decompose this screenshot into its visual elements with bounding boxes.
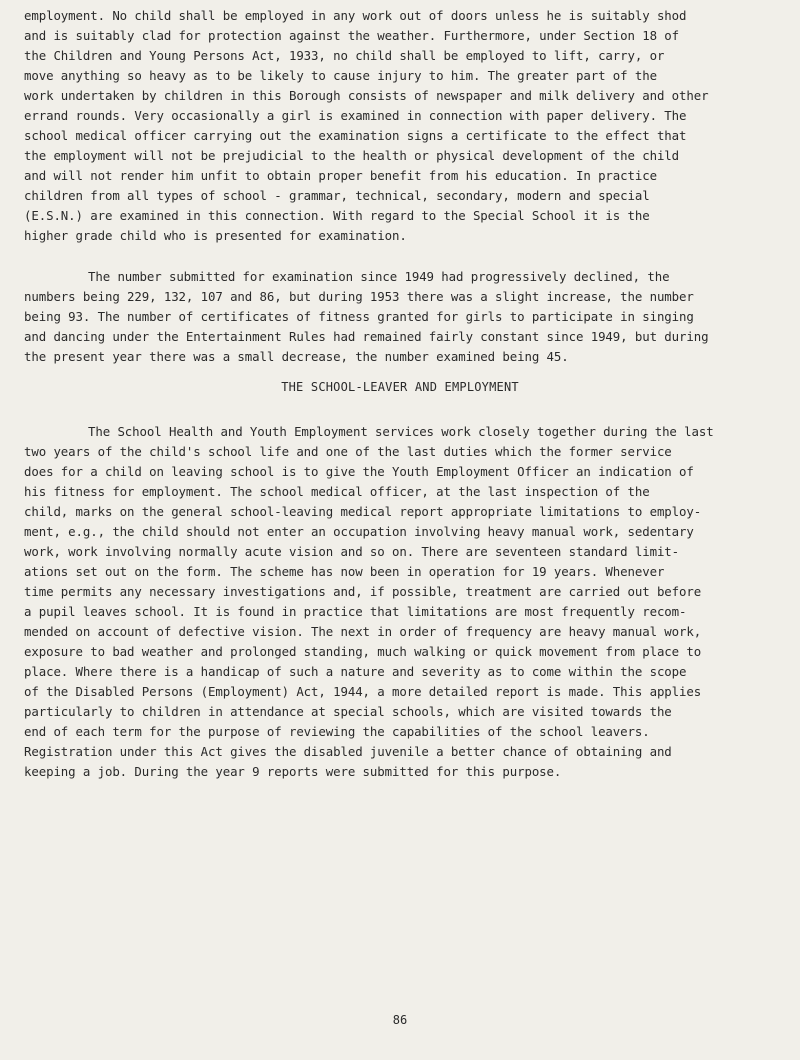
text-line: The School Health and Youth Employment services work closely together during the last [88,424,714,439]
text-line: time permits any necessary investigations and, if possible, treatment are carried out before [24,584,702,599]
text-line: ations set out on the form. The scheme has now been in operation for 19 years. Whenever [24,564,665,579]
section-heading: THE SCHOOL-LEAVER AND EMPLOYMENT [281,380,519,394]
text-line: being 93. The number of certificates of fitness granted for girls to participate in singing [24,309,694,324]
text-line: and dancing under the Entertainment Rules had remained fairly constant since 1949, but during [24,329,709,344]
text-line: place. Where there is a handicap of such a nature and severity as to come within the scope [24,664,687,679]
text-line: children from all types of school - grammar, technical, secondary, modern and special [24,188,650,203]
text-line: two years of the child's school life and one of the last duties which the former service [24,444,672,459]
text-line: (E.S.N.) are examined in this connection. With regard to the Special School it is the [24,208,650,223]
text-line: employment. No child shall be employed in any work out of doors unless he is suitably shod [24,8,687,23]
text-line: particularly to children in attendance at special schools, which are visited towards the [24,704,672,719]
text-line: move anything so heavy as to be likely to cause injury to him. The greater part of the [24,68,657,83]
text-line: errand rounds. Very occasionally a girl is examined in connection with paper delivery. The [24,108,687,123]
text-line: school medical officer carrying out the examination signs a certificate to the effect that [24,128,687,143]
paragraph-school-leaver [24,422,776,782]
text-line: child, marks on the general school-leaving medical report appropriate limitations to employ- [24,504,702,519]
text-line: of the Disabled Persons (Employment) Act, 1944, a more detailed report is made. This applies [24,684,702,699]
text-line: and is suitably clad for protection against the weather. Furthermore, under Section 18 of [24,28,680,43]
text-line: the present year there was a small decrease, the number examined being 45. [24,349,569,364]
text-line: higher grade child who is presented for examination. [24,228,407,243]
text-line: exposure to bad weather and prolonged standing, much walking or quick movement from place to [24,644,702,659]
page-number: 86 [392,1013,408,1027]
text-line: and will not render him unfit to obtain proper benefit from his education. In practice [24,168,657,183]
text-line: work, work involving normally acute vision and so on. There are seventeen standard limit- [24,544,680,559]
text-line: mended on account of defective vision. The next in order of frequency are heavy manual work, [24,624,702,639]
paragraph-employment-conditions [24,6,776,246]
text-line: Registration under this Act gives the disabled juvenile a better chance of obtaining and [24,744,672,759]
text-line: numbers being 229, 132, 107 and 86, but during 1953 there was a slight increase, the number [24,289,694,304]
text-line: his fitness for employment. The school medical officer, at the last inspection of the [24,484,650,499]
text-line: a pupil leaves school. It is found in practice that limitations are most frequently recom- [24,604,687,619]
paragraph-examination-numbers [24,267,776,367]
text-line: keeping a job. During the year 9 reports were submitted for this purpose. [24,764,562,779]
text-line: does for a child on leaving school is to give the Youth Employment Officer an indication of [24,464,694,479]
text-line: The number submitted for examination since 1949 had progressively declined, the [88,269,670,284]
text-line: ment, e.g., the child should not enter an occupation involving heavy manual work, sedentary [24,524,694,539]
text-line: work undertaken by children in this Borough consists of newspaper and milk delivery and other [24,88,709,103]
text-line: the Children and Young Persons Act, 1933, no child shall be employed to lift, carry, or [24,48,665,63]
text-line: the employment will not be prejudicial to the health or physical development of the child [24,148,680,163]
text-line: end of each term for the purpose of reviewing the capabilities of the school leavers. [24,724,650,739]
